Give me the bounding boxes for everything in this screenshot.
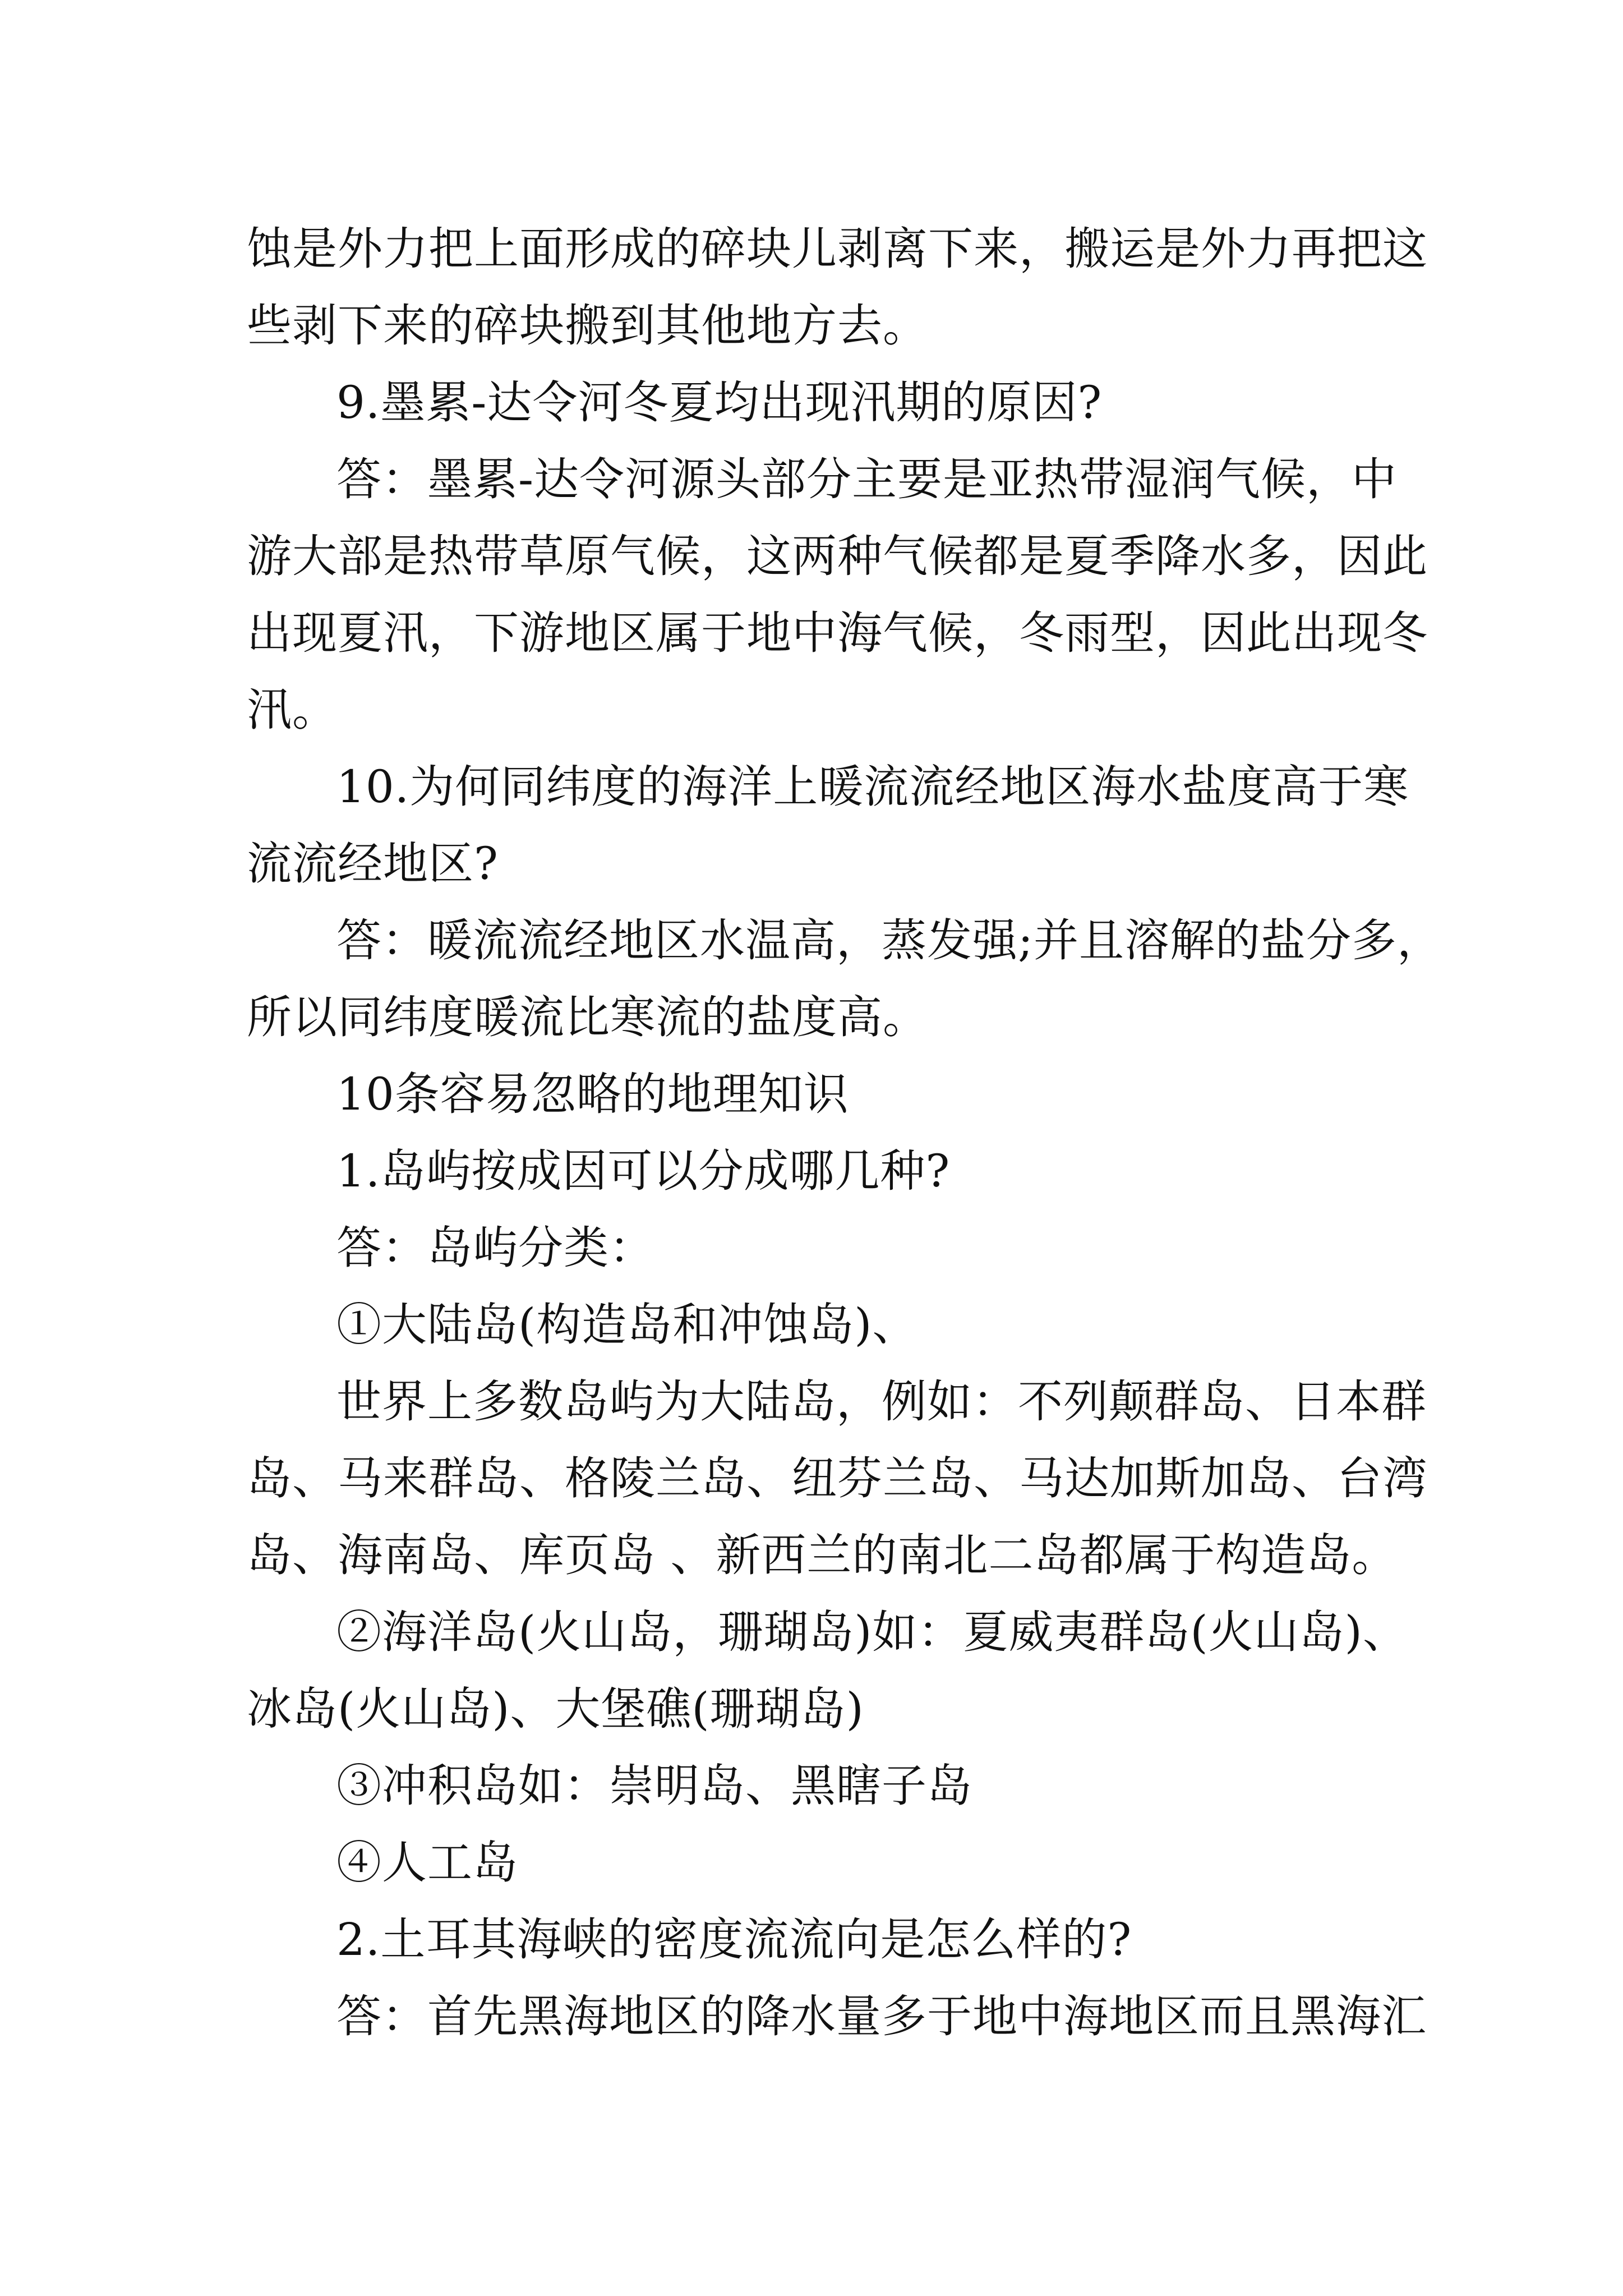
text-line: 世界上多数岛屿为大陆岛，例如：不列颠群岛、日本群 (336, 1375, 1427, 1428)
answer-line: 答：岛屿分类： (336, 1222, 654, 1274)
text-line: 出现夏汛，下游地区属于地中海气候，冬雨型，因此出现冬 (247, 607, 1428, 659)
text-line: 所以同纬度暖流比寒流的盐度高。 (247, 991, 928, 1043)
question-heading: 1.岛屿按成因可以分成哪几种? (336, 1145, 951, 1197)
text-line: 蚀是外力把上面形成的碎块儿剥离下来，搬运是外力再把这 (247, 223, 1428, 275)
answer-line: 答：首先黑海地区的降水量多于地中海地区而且黑海汇 (336, 1990, 1427, 2042)
text-line: 岛、马来群岛、格陵兰岛、纽芬兰岛、马达加斯加岛、台湾 (247, 1452, 1428, 1504)
answer-line: 答：墨累-达令河源头部分主要是亚热带湿润气候，中 (336, 453, 1398, 505)
text-line: 汛。 (247, 684, 338, 736)
question-heading: 2.土耳其海峡的密度流流向是怎么样的? (336, 1913, 1132, 1966)
text-line: 些剥下来的碎块搬到其他地方去。 (247, 300, 928, 352)
section-heading: 10条容易忽略的地理知识 (336, 1068, 849, 1120)
text-line: 岛、海南岛、库页岛 、新西兰的南北二岛都属于构造岛。 (247, 1529, 1398, 1581)
list-item: ④人工岛 (336, 1837, 518, 1889)
answer-line: 答：暖流流经地区水温高，蒸发强;并且溶解的盐分多， (336, 914, 1442, 967)
question-heading: 10.为何同纬度的海洋上暖流流经地区海水盐度高于寒 (336, 761, 1409, 813)
body-text (247, 210, 1442, 2055)
text-line: 流流经地区? (247, 838, 499, 890)
text-line: 冰岛(火山岛)、大堡礁(珊瑚岛) (247, 1683, 864, 1735)
question-heading: 9.墨累-达令河冬夏均出现汛期的原因? (336, 376, 1103, 429)
list-item: ①大陆岛(构造岛和冲蚀岛)、 (336, 1299, 918, 1351)
text-line: 游大部是热带草原气候，这两种气候都是夏季降水多，因此 (247, 530, 1428, 582)
list-item: ②海洋岛(火山岛，珊瑚岛)如：夏威夷群岛(火山岛)、 (336, 1606, 1408, 1658)
list-item: ③冲积岛如：崇明岛、黑瞎子岛 (336, 1760, 972, 1812)
